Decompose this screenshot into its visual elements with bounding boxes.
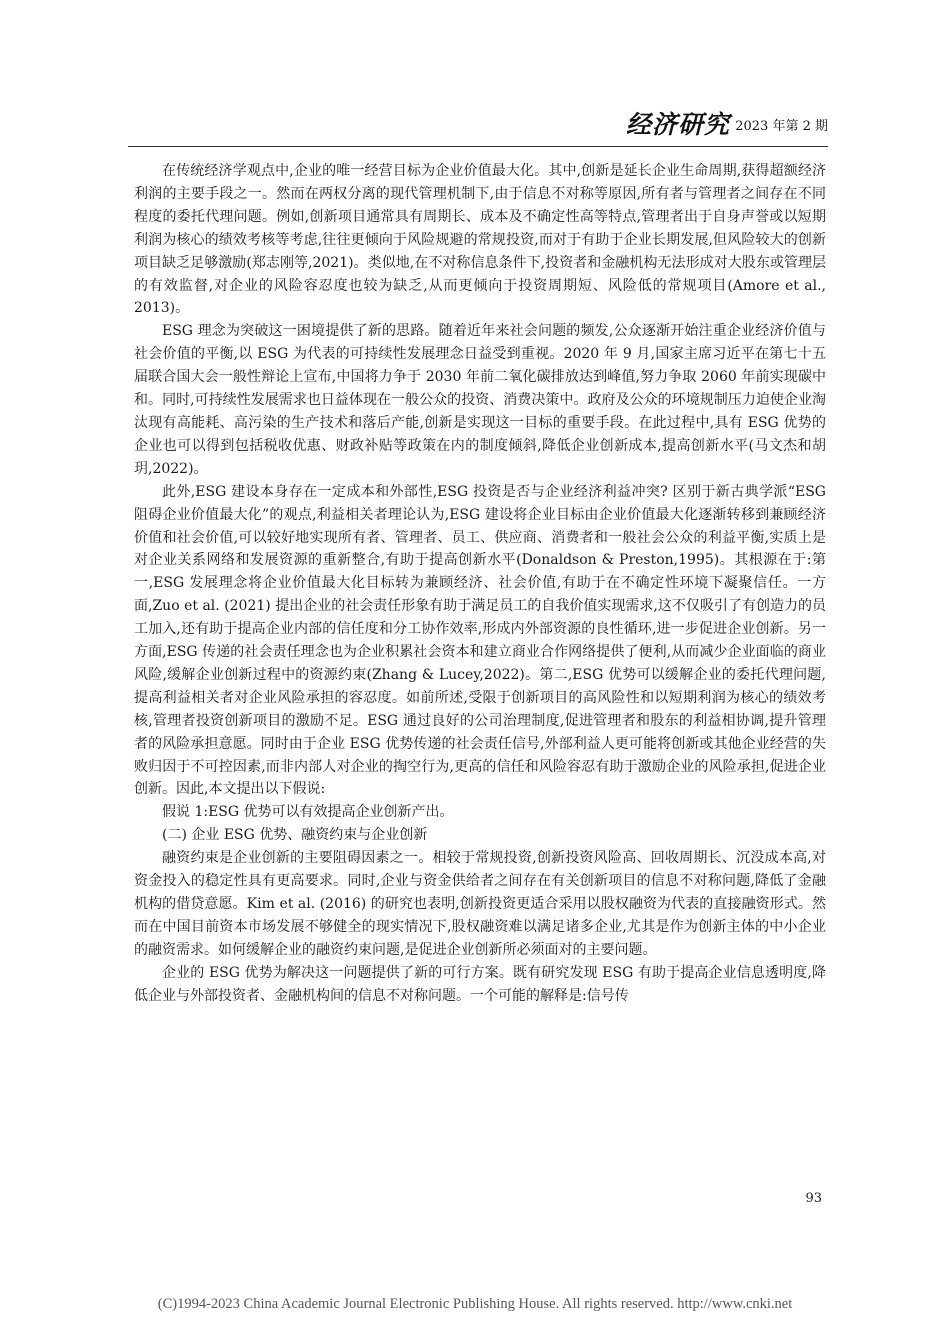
issue-label: 2023 年第 2 期 — [735, 119, 828, 134]
paragraph: 在传统经济学观点中,企业的唯一经营目标为企业价值最大化。其中,创新是延长企业生命周期,获得超额经济利润的主要手段之一。然而在两权分离的现代管理机制下,由于信息不对称等原因,所有者与管理者之间存在不同程度的委托代理问题。例如,创新项目通常具有周期长、成本及不确定性高等特点,管理者出于自身声誉或以短期利润为核心的绩效考核等考虑,往往更倾向于风险规避的常规投资,而对于有助于企业长期发展,但风险较大的创新项目缺乏足够激励(郑志刚等,2021)。类似地,在不对称信息条件下,投资者和金融机构无法形成对大股东或管理层的有效监督,对企业的风险容忍度也较为缺乏,从而更倾向于投资周期短、风险低的常规项目(Amore et al., 2013)。 — [134, 163, 826, 317]
paragraph: ESG 理念为突破这一困境提供了新的思路。随着近年来社会问题的频发,公众逐渐开始注重企业经济价值与社会价值的平衡,以 ESG 为代表的可持续性发展理念日益受到重视。2020 年 9 月,国家主席习近平在第七十五届联合国大会一般性辩论上宣布,中国将力争于 2030 年前二氧化碳排放达到峰值,努力争取 2060 年前实现碳中和。同时,可持续性发展需求也日益体现在一般公众的投资、消费决策中。政府及公众的环境规制压力迫使企业淘汰现有高能耗、高污染的生产技术和落后产能,创新是实现这一目标的重要手段。在此过程中,具有 ESG 优势的企业也可以得到包括税收优惠、财政补贴等政策在内的制度倾斜,降低企业创新成本,提高创新水平(马文杰和胡玥,2022)。 — [134, 323, 826, 477]
paragraph: 企业的 ESG 优势为解决这一问题提供了新的可行方案。既有研究发现 ESG 有助于提高企业信息透明度,降低企业与外部投资者、金融机构间的信息不对称问题。一个可能的解释是:信号传 — [134, 964, 826, 1004]
hypothesis: 假说 1:ESG 优势可以有效提高企业创新产出。 — [162, 804, 454, 821]
section-heading: (二) 企业 ESG 优势、融资约束与企业创新 — [162, 827, 428, 844]
copyright-footer: (C)1994-2023 China Academic Journal Electronic Publishing House. All rights reserved. http://www.cnki.net — [157, 1296, 793, 1312]
page-number: 93 — [805, 1191, 822, 1206]
paragraph: 融资约束是企业创新的主要阻碍因素之一。相较于常规投资,创新投资风险高、回收周期长、沉没成本高,对资金投入的稳定性具有更高要求。同时,企业与资金供给者之间存在有关创新项目的信息不对称问题,降低了金融机构的借贷意愿。Kim et al. (2016) 的研究也表明,创新投资更适合采用以股权融资为代表的直接融资形式。然而在中国目前资本市场发展不够健全的现实情况下,股权融资难以满足诸多企业,尤其是作为创新主体的中小企业的融资需求。如何缓解企业的融资约束问题,是促进企业创新所必须面对的主要问题。 — [134, 850, 826, 958]
journal-logo: 经济研究 — [625, 110, 730, 139]
body-text — [134, 160, 826, 1008]
page-header — [128, 110, 828, 147]
paragraph: 此外,ESG 建设本身存在一定成本和外部性,ESG 投资是否与企业经济利益冲突? 区别于新古典学派“ESG 阻碍企业价值最大化”的观点,利益相关者理论认为,ESG 建设将企业目标由企业价值最大化逐渐转移到兼顾经济价值和社会价值,可以较好地实现所有者、管理者、员工、供应商、消费者和一般社会公众的利益平衡,实质上是对企业关系网络和发展资源的重新整合,有助于提高创新水平(Donaldson & Preston,1995)。其根源在于:第一,ESG 发展理念将企业价值最大化目标转为兼顾经济、社会价值,有助于在不确定性环境下凝聚信任。一方面,Zuo et al. (2021) 提出企业的社会责任形象有助于满足员工的自我价值实现需求,这不仅吸引了有创造力的员工加入,还有助于提高企业内部的信任度和分工协作效率,形成内外部资源的良性循环,进一步促进企业创新。另一方面,ESG 传递的社会责任理念也为企业积累社会资本和建立商业合作网络提供了便利,从而减少企业面临的商业风险,缓解企业创新过程中的资源约束(Zhang & Lucey,2022)。第二,ESG 优势可以缓解企业的委托代理问题,提高利益相关者对企业风险承担的容忍度。如前所述,受限于创新项目的高风险性和以短期利润为核心的绩效考核,管理者投资创新项目的激励不足。ESG 通过良好的公司治理制度,促进管理者和股东的利益相协调,提升管理者的风险承担意愿。同时由于企业 ESG 优势传递的社会责任信号,外部利益人更可能将创新或其他企业经营的失败归因于不可控因素,而非内部人对企业的掏空行为,更高的信任和风险容忍有助于激励企业的风险承担,促进企业创新。因此,本文提出以下假说: — [134, 483, 826, 798]
